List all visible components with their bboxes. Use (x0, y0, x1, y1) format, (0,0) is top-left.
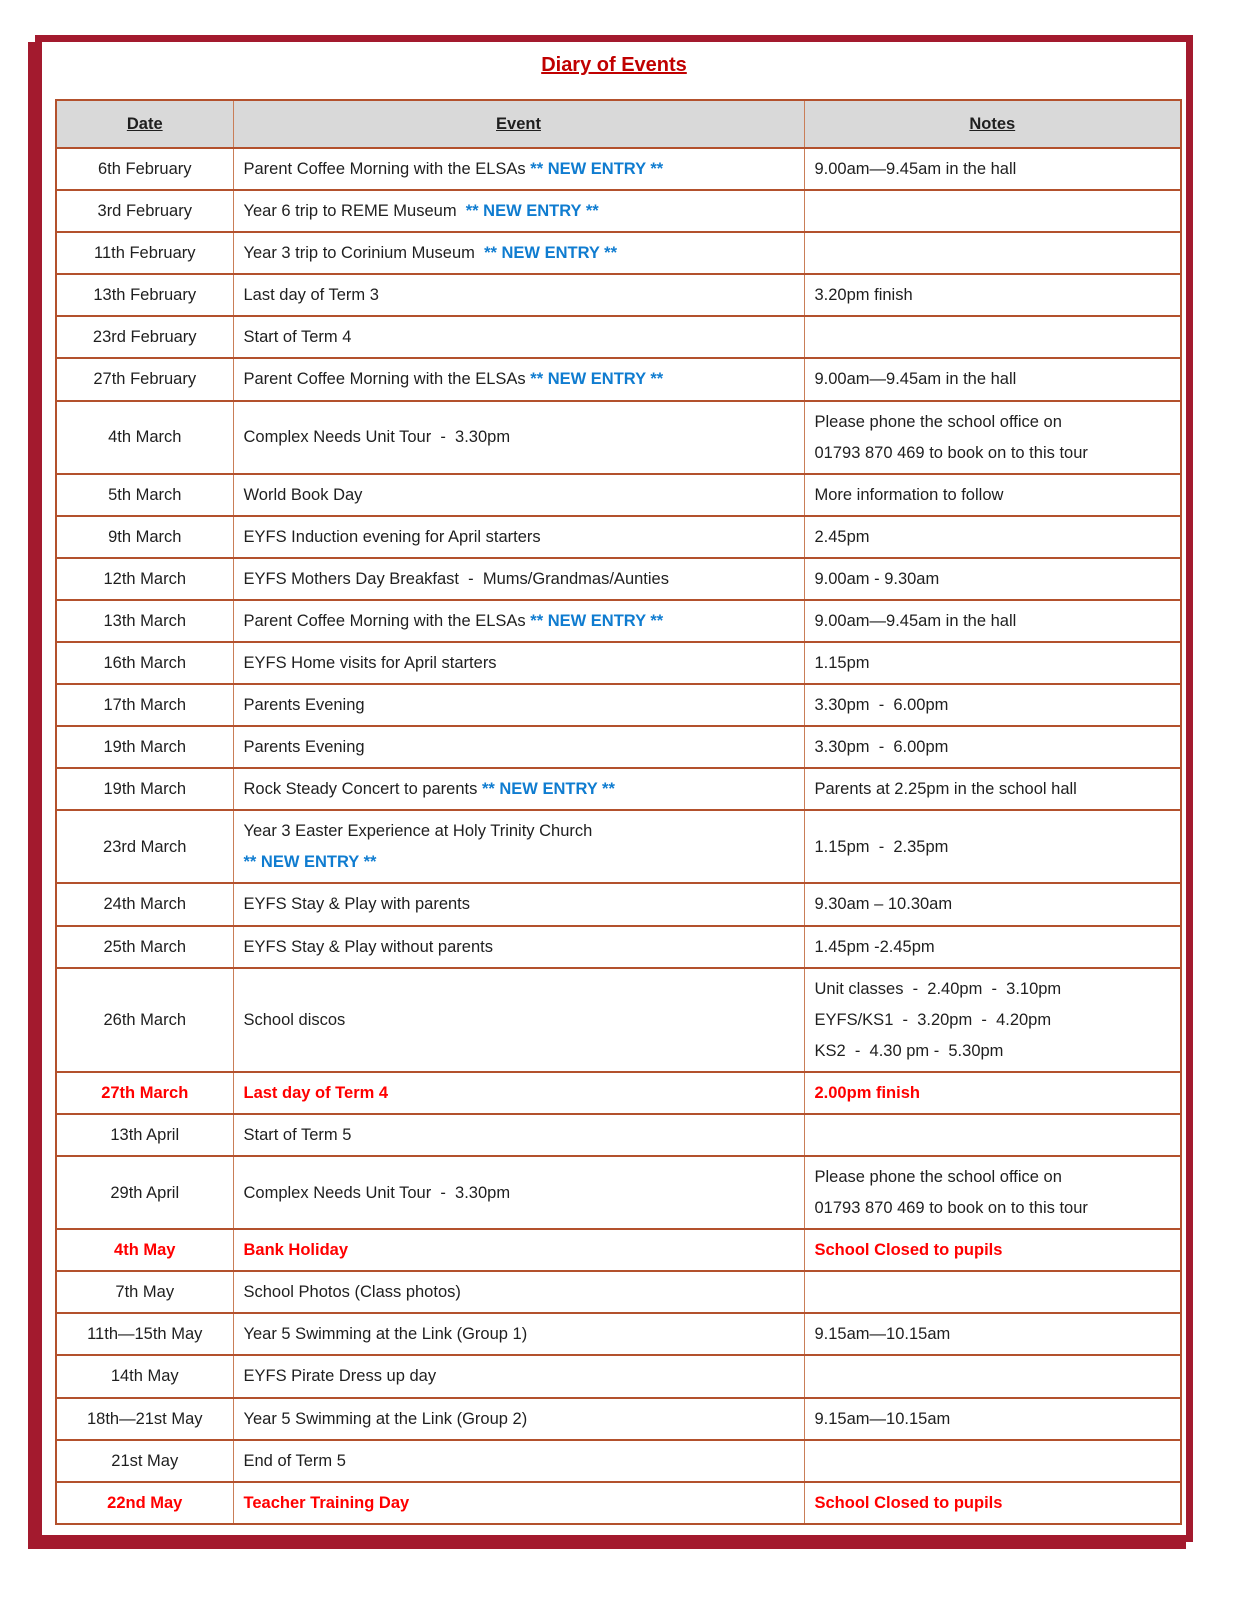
notes-cell (804, 1072, 1181, 1114)
table-row (56, 642, 1181, 684)
column-header-date: Date (56, 100, 233, 148)
note-line: 01793 870 469 to book on to this tour (814, 1199, 1088, 1218)
event-line (244, 525, 794, 549)
table-row (56, 1482, 1181, 1524)
table-body (56, 148, 1181, 1524)
event-cell (233, 474, 804, 516)
event-text: Year 3 trip to Corinium Museum (243, 244, 485, 263)
notes-cell (804, 1482, 1181, 1524)
date-cell: 6th February (56, 148, 233, 190)
column-header-event: Event (233, 100, 804, 148)
table-row (56, 516, 1181, 558)
event-line (244, 199, 794, 223)
notes-cell (804, 1156, 1181, 1229)
event-text: Year 5 Swimming at the Link (Group 1) (243, 1325, 528, 1344)
notes-cell (804, 401, 1181, 474)
event-cell (233, 558, 804, 600)
date-cell: 29th April (56, 1156, 233, 1229)
notes-cell (804, 190, 1181, 232)
column-header-notes: Notes (804, 100, 1181, 148)
event-line (244, 483, 794, 507)
notes-cell (804, 274, 1181, 316)
table-row (56, 232, 1181, 274)
table-row (56, 190, 1181, 232)
date-cell: 26th March (56, 968, 233, 1072)
notes-cell (804, 558, 1181, 600)
table-row (56, 558, 1181, 600)
event-cell (233, 1072, 804, 1114)
event-cell (233, 726, 804, 768)
date-cell: 13th March (56, 600, 233, 642)
notes-cell (804, 1114, 1181, 1156)
table-row (56, 1271, 1181, 1313)
event-line (244, 1008, 794, 1032)
notes-cell (804, 316, 1181, 358)
event-cell (233, 274, 804, 316)
event-text: Rock Steady Concert to parents (243, 780, 482, 799)
notes-cell (804, 726, 1181, 768)
notes-cell (804, 1313, 1181, 1355)
event-cell (233, 810, 804, 883)
event-text: Year 3 Easter Experience at Holy Trinity Church (243, 822, 593, 841)
event-text: Bank Holiday (243, 1241, 349, 1260)
notes-cell (804, 516, 1181, 558)
table-row (56, 316, 1181, 358)
event-line (244, 1238, 794, 1262)
notes-cell (804, 768, 1181, 810)
event-line (244, 777, 794, 801)
event-line (244, 651, 794, 675)
event-text: Parents Evening (243, 696, 365, 715)
date-cell: 13th February (56, 274, 233, 316)
event-cell (233, 768, 804, 810)
note-line: Parents at 2.25pm in the school hall (814, 780, 1077, 799)
event-cell (233, 148, 804, 190)
date-cell: 18th—21st May (56, 1398, 233, 1440)
note-line: 9.00am—9.45am in the hall (814, 160, 1017, 179)
date-cell: 19th March (56, 768, 233, 810)
notes-cell (804, 883, 1181, 925)
event-line (244, 325, 794, 349)
table-row (56, 726, 1181, 768)
date-cell: 24th March (56, 883, 233, 925)
note-line: KS2 - 4.30 pm - 5.30pm (814, 1041, 1004, 1060)
table-row (56, 684, 1181, 726)
event-line (244, 1491, 794, 1515)
event-text: EYFS Stay & Play without parents (243, 937, 493, 956)
date-cell: 3rd February (56, 190, 233, 232)
page-title: Diary of Events (541, 54, 687, 76)
event-line (244, 567, 794, 591)
date-cell: 9th March (56, 516, 233, 558)
table-row (56, 1229, 1181, 1271)
notes-cell (804, 1355, 1181, 1397)
date-cell: 23rd February (56, 316, 233, 358)
note-line: 1.15pm - 2.35pm (814, 837, 949, 856)
event-line (244, 241, 794, 265)
notes-cell (804, 232, 1181, 274)
notes-cell (804, 358, 1181, 400)
table-row (56, 474, 1181, 516)
event-text: Year 6 trip to REME Museum (243, 202, 466, 221)
event-cell (233, 642, 804, 684)
event-cell (233, 401, 804, 474)
notes-cell (804, 148, 1181, 190)
note-line: 2.45pm (814, 527, 870, 546)
event-cell (233, 1440, 804, 1482)
note-line: 9.00am—9.45am in the hall (814, 370, 1017, 389)
table-row (56, 1072, 1181, 1114)
event-text: World Book Day (243, 485, 363, 504)
event-text: EYFS Stay & Play with parents (243, 895, 471, 914)
event-text: EYFS Mothers Day Breakfast - Mums/Grandmas/Aunties (243, 569, 669, 588)
new-entry-label: ** NEW ENTRY ** (481, 780, 615, 799)
event-cell (233, 1156, 804, 1229)
header-row (56, 100, 1181, 148)
table-row (56, 926, 1181, 968)
notes-cell (804, 810, 1181, 883)
new-entry-label: ** NEW ENTRY ** (530, 611, 664, 630)
event-line (244, 367, 794, 391)
event-text: Complex Needs Unit Tour - 3.30pm (243, 428, 511, 447)
event-line (244, 819, 794, 843)
event-text: Parent Coffee Morning with the ELSAs (243, 611, 531, 630)
date-cell: 7th May (56, 1271, 233, 1313)
event-cell (233, 190, 804, 232)
event-cell (233, 926, 804, 968)
note-line: EYFS/KS1 - 3.20pm - 4.20pm (814, 1010, 1052, 1029)
diary-of-events-table (55, 99, 1182, 1525)
event-text: Teacher Training Day (243, 1493, 410, 1512)
date-cell: 14th May (56, 1355, 233, 1397)
notes-cell (804, 1271, 1181, 1313)
event-text: EYFS Pirate Dress up day (243, 1367, 437, 1386)
event-text: Last day of Term 3 (243, 286, 379, 305)
notes-cell (804, 926, 1181, 968)
note-line: Please phone the school office on (814, 412, 1062, 431)
notes-cell (804, 642, 1181, 684)
note-line: 9.30am – 10.30am (814, 895, 953, 914)
event-line (244, 1081, 794, 1105)
table-row (56, 1440, 1181, 1482)
table-row (56, 274, 1181, 316)
table-row (56, 1313, 1181, 1355)
notes-cell (804, 684, 1181, 726)
table-row (56, 810, 1181, 883)
event-cell (233, 1271, 804, 1313)
notes-cell (804, 968, 1181, 1072)
date-cell: 5th March (56, 474, 233, 516)
note-line: 9.15am—10.15am (814, 1325, 951, 1344)
event-cell (233, 358, 804, 400)
page-border-frame (35, 35, 1193, 1542)
notes-cell (804, 1229, 1181, 1271)
event-text: School discos (243, 1010, 346, 1029)
table-row (56, 1156, 1181, 1229)
new-entry-label: ** NEW ENTRY ** (530, 160, 664, 179)
event-line (244, 1407, 794, 1431)
event-line (244, 283, 794, 307)
event-line (244, 892, 794, 916)
new-entry-label: ** NEW ENTRY ** (484, 244, 618, 263)
event-line (244, 425, 794, 449)
table-row (56, 1114, 1181, 1156)
note-line: 9.15am—10.15am (814, 1409, 951, 1428)
event-line (244, 1280, 794, 1304)
table-row (56, 401, 1181, 474)
note-line: More information to follow (814, 485, 1004, 504)
date-cell: 25th March (56, 926, 233, 968)
notes-cell (804, 474, 1181, 516)
event-text: Parent Coffee Morning with the ELSAs (243, 160, 531, 179)
table-row (56, 600, 1181, 642)
date-cell: 4th March (56, 401, 233, 474)
event-text: Year 5 Swimming at the Link (Group 2) (243, 1409, 528, 1428)
event-text: Start of Term 4 (243, 328, 352, 347)
event-text: Parents Evening (243, 738, 365, 757)
event-cell (233, 1398, 804, 1440)
event-cell (233, 1482, 804, 1524)
event-line (244, 609, 794, 633)
note-line: 9.00am—9.45am in the hall (814, 611, 1017, 630)
note-line: 1.15pm (814, 654, 870, 673)
event-text: EYFS Induction evening for April starters (243, 527, 541, 546)
table-row (56, 148, 1181, 190)
event-cell (233, 316, 804, 358)
note-line: Please phone the school office on (814, 1168, 1062, 1187)
event-line (244, 1449, 794, 1473)
event-text: School Photos (Class photos) (243, 1283, 461, 1302)
event-line (244, 1322, 794, 1346)
event-cell (233, 1355, 804, 1397)
event-text: Start of Term 5 (243, 1125, 352, 1144)
note-line: 01793 870 469 to book on to this tour (814, 443, 1088, 462)
note-line: 1.45pm -2.45pm (814, 937, 935, 956)
date-cell: 27th March (56, 1072, 233, 1114)
event-text: End of Term 5 (243, 1451, 346, 1470)
date-cell: 21st May (56, 1440, 233, 1482)
date-cell: 27th February (56, 358, 233, 400)
date-cell: 11th—15th May (56, 1313, 233, 1355)
new-entry-label: ** NEW ENTRY ** (530, 370, 664, 389)
table-row (56, 1398, 1181, 1440)
event-line (244, 157, 794, 181)
new-entry-label: ** NEW ENTRY ** (243, 853, 377, 872)
new-entry-label: ** NEW ENTRY ** (465, 202, 599, 221)
table-row (56, 883, 1181, 925)
date-cell: 16th March (56, 642, 233, 684)
note-line: 9.00am - 9.30am (814, 569, 940, 588)
table-row (56, 1355, 1181, 1397)
note-line: 2.00pm finish (814, 1083, 920, 1102)
note-line: 3.20pm finish (814, 286, 913, 305)
event-cell (233, 1229, 804, 1271)
notes-cell (804, 600, 1181, 642)
event-cell (233, 968, 804, 1072)
date-cell: 12th March (56, 558, 233, 600)
notes-cell (804, 1398, 1181, 1440)
notes-cell (804, 1440, 1181, 1482)
table-header (56, 100, 1181, 148)
event-line (244, 1181, 794, 1205)
event-cell (233, 684, 804, 726)
event-cell (233, 1114, 804, 1156)
event-text: EYFS Home visits for April starters (243, 654, 497, 673)
date-cell: 13th April (56, 1114, 233, 1156)
note-line: 3.30pm - 6.00pm (814, 696, 949, 715)
event-text: Parent Coffee Morning with the ELSAs (243, 370, 531, 389)
event-cell (233, 516, 804, 558)
table-row (56, 968, 1181, 1072)
note-line: School Closed to pupils (814, 1493, 1003, 1512)
note-line: Unit classes - 2.40pm - 3.10pm (814, 979, 1062, 998)
date-cell: 17th March (56, 684, 233, 726)
date-cell: 4th May (56, 1229, 233, 1271)
event-line (244, 735, 794, 759)
note-line: 3.30pm - 6.00pm (814, 738, 949, 757)
event-line (244, 1364, 794, 1388)
date-cell: 23rd March (56, 810, 233, 883)
table-row (56, 358, 1181, 400)
event-cell (233, 600, 804, 642)
event-cell (233, 1313, 804, 1355)
event-line (244, 1123, 794, 1147)
date-cell: 19th March (56, 726, 233, 768)
event-line (244, 935, 794, 959)
date-cell: 11th February (56, 232, 233, 274)
note-line: School Closed to pupils (814, 1241, 1003, 1260)
table-row (56, 768, 1181, 810)
event-line (244, 850, 794, 874)
event-cell (233, 232, 804, 274)
date-cell: 22nd May (56, 1482, 233, 1524)
event-text: Last day of Term 4 (243, 1083, 389, 1102)
event-line (244, 693, 794, 717)
event-cell (233, 883, 804, 925)
event-text: Complex Needs Unit Tour - 3.30pm (243, 1183, 511, 1202)
